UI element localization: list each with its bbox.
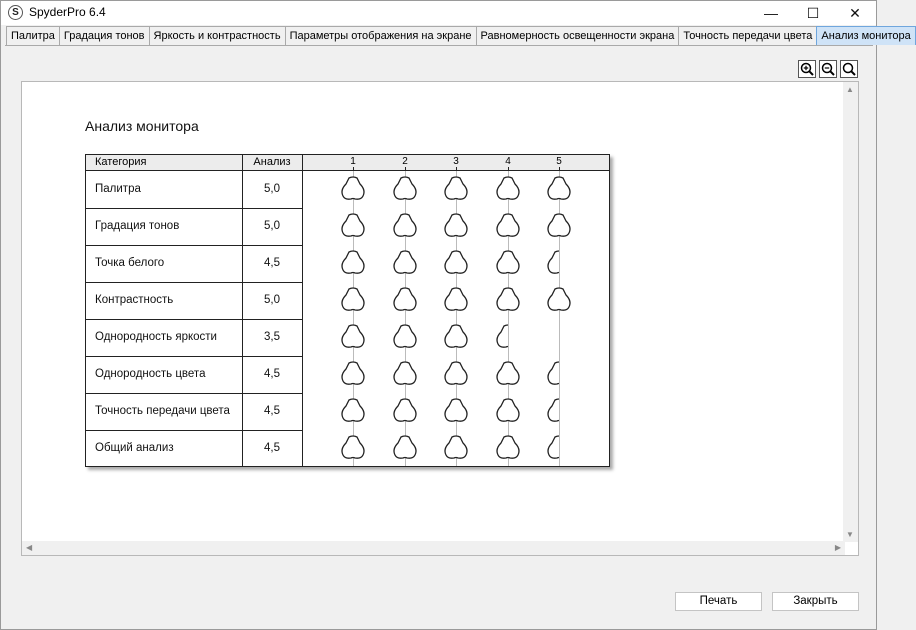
scroll-left-icon[interactable]: ◀ <box>26 543 33 552</box>
scale-label-3: 3 <box>453 156 459 167</box>
row-category: Точка белого <box>95 257 165 269</box>
spyder-rating-icon <box>548 251 570 273</box>
spyder-rating-icon <box>548 436 570 458</box>
spyder-rating-icon <box>342 251 364 273</box>
row-score: 4,5 <box>264 368 280 380</box>
spyder-rating-icon <box>342 362 364 384</box>
title-bar <box>1 1 876 25</box>
spyder-rating-icon <box>394 251 416 273</box>
row-score: 4,5 <box>264 257 280 269</box>
row-category: Точность передачи цвета <box>95 405 230 417</box>
spyder-rating-icon <box>445 214 467 236</box>
row-score: 5,0 <box>264 183 280 195</box>
zoom-in-icon <box>799 61 815 77</box>
scroll-down-icon[interactable]: ▼ <box>846 530 854 539</box>
spyder-rating-icon <box>394 362 416 384</box>
spyder-rating-icon <box>445 436 467 458</box>
zoom-out-icon <box>820 61 836 77</box>
spyder-rating-icon <box>548 399 570 421</box>
spyder-rating-icon <box>445 288 467 310</box>
spyder-rating-icon <box>497 214 519 236</box>
row-score: 5,0 <box>264 294 280 306</box>
spyder-rating-icon <box>394 436 416 458</box>
tab-screen-uniformity[interactable]: Равномерность освещенности экрана <box>476 26 680 45</box>
spyder-rating-icon <box>394 325 416 347</box>
spyder-rating-icon <box>342 325 364 347</box>
spyder-rating-icon <box>497 325 519 347</box>
scale-label-4: 4 <box>505 156 511 167</box>
rating-icons <box>302 171 609 466</box>
maximize-button[interactable]: ☐ <box>806 5 820 21</box>
zoom-fit-button[interactable] <box>840 60 858 78</box>
scale-label-1: 1 <box>350 156 356 167</box>
spyder-rating-icon <box>548 288 570 310</box>
tab-monitor-analysis[interactable]: Анализ монитора <box>816 26 915 45</box>
row-category: Градация тонов <box>95 220 180 232</box>
spyder-rating-icon <box>497 251 519 273</box>
spyder-rating-icon <box>497 362 519 384</box>
row-score: 4,5 <box>264 442 280 454</box>
scroll-right-icon[interactable]: ▶ <box>834 543 841 552</box>
vertical-scrollbar[interactable] <box>843 82 858 542</box>
scroll-up-icon[interactable]: ▲ <box>846 85 854 94</box>
spyder-rating-icon <box>445 362 467 384</box>
tab-display-parameters[interactable]: Параметры отображения на экране <box>285 26 477 45</box>
scale-label-2: 2 <box>402 156 408 167</box>
spyder-rating-icon <box>445 399 467 421</box>
report-title: Анализ монитора <box>85 118 199 134</box>
spyder-rating-icon <box>497 399 519 421</box>
spyder-rating-icon <box>342 214 364 236</box>
spyder-rating-icon <box>445 177 467 199</box>
spyder-rating-icon <box>394 177 416 199</box>
tab-tone-gradation[interactable]: Градация тонов <box>59 26 150 45</box>
spyder-rating-icon <box>548 362 570 384</box>
row-score: 3,5 <box>264 331 280 343</box>
spyder-rating-icon <box>342 288 364 310</box>
row-category: Однородность цвета <box>95 368 206 380</box>
row-score: 4,5 <box>264 405 280 417</box>
close-button[interactable]: Закрыть <box>772 592 859 611</box>
spyder-rating-icon <box>548 177 570 199</box>
spyder-logo-icon: S <box>8 5 23 20</box>
spyder-rating-icon <box>394 288 416 310</box>
spyder-rating-icon <box>342 177 364 199</box>
minimize-button[interactable]: — <box>764 5 778 21</box>
row-category: Палитра <box>95 183 141 195</box>
header-scale <box>302 155 609 171</box>
zoom-fit-icon <box>841 61 857 77</box>
row-category: Однородность яркости <box>95 331 217 343</box>
row-category: Общий анализ <box>95 442 174 454</box>
scale-label-5: 5 <box>556 156 562 167</box>
spyder-rating-icon <box>342 436 364 458</box>
spyder-rating-icon <box>497 288 519 310</box>
row-category: Контрастность <box>95 294 174 306</box>
spyder-rating-icon <box>445 251 467 273</box>
spyder-rating-icon <box>445 325 467 347</box>
tab-color-accuracy[interactable]: Точность передачи цвета <box>678 26 817 45</box>
header-score: Анализ <box>242 155 302 171</box>
spyder-rating-icon <box>394 399 416 421</box>
tab-palette[interactable]: Палитра <box>6 26 60 45</box>
spyder-rating-icon <box>548 214 570 236</box>
print-button[interactable]: Печать <box>675 592 762 611</box>
header-category: Категория <box>95 156 147 168</box>
spyder-rating-icon <box>394 214 416 236</box>
horizontal-scrollbar[interactable] <box>22 541 845 555</box>
spyder-rating-icon <box>342 399 364 421</box>
zoom-in-button[interactable] <box>798 60 816 78</box>
analysis-table <box>85 154 610 467</box>
zoom-out-button[interactable] <box>819 60 837 78</box>
tab-strip <box>6 26 915 45</box>
spyder-rating-icon <box>497 177 519 199</box>
tab-brightness-contrast[interactable]: Яркость и контрастность <box>149 26 286 45</box>
row-score: 5,0 <box>264 220 280 232</box>
spyder-rating-icon <box>497 436 519 458</box>
window-title: SpyderPro 6.4 <box>29 5 106 19</box>
close-window-button[interactable]: ✕ <box>849 5 861 21</box>
report-view <box>21 81 859 556</box>
